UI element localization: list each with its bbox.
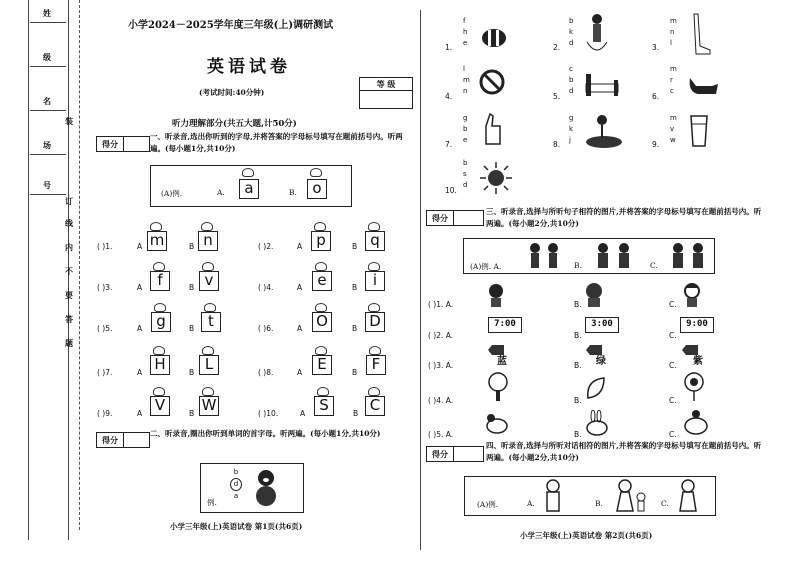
option-a-label: A bbox=[297, 368, 303, 377]
q4-example-c: C. bbox=[661, 499, 669, 508]
option-letter: e bbox=[463, 136, 468, 144]
flower-icon bbox=[682, 372, 706, 402]
fish-icon bbox=[478, 24, 510, 52]
letter-card: L bbox=[199, 355, 219, 375]
bear-icon bbox=[153, 262, 165, 271]
option-letter: r bbox=[670, 76, 673, 84]
letter-card: v bbox=[199, 271, 219, 291]
option-b-label: B. bbox=[574, 430, 582, 439]
letter-card: F bbox=[366, 355, 386, 375]
two-people-greeting-icon bbox=[668, 242, 708, 270]
q1-item-num[interactable]: ( )7. bbox=[97, 368, 113, 377]
option-c-label: C. bbox=[669, 430, 677, 439]
letter-card: m bbox=[147, 231, 167, 251]
boy-back-icon bbox=[584, 282, 604, 308]
glass-of-water-icon bbox=[688, 114, 710, 148]
option-b-label: B bbox=[189, 324, 195, 333]
letter-card: W bbox=[199, 396, 219, 416]
binding-char: 订 bbox=[65, 196, 73, 206]
q2-item-options bbox=[670, 16, 677, 49]
letter-card: V bbox=[150, 396, 170, 416]
option-b-label: B bbox=[189, 409, 195, 418]
q3-example-label: (A)例. A. bbox=[470, 262, 502, 271]
cat-icon bbox=[686, 72, 720, 100]
girl-jumping-rope-icon bbox=[584, 12, 610, 56]
binding-char: 不 bbox=[65, 266, 73, 276]
option-letter: v bbox=[670, 125, 675, 133]
q4-example-label: (A)例. bbox=[477, 500, 499, 509]
q2-item-options bbox=[463, 16, 467, 49]
mother-and-child-icon bbox=[613, 479, 649, 513]
q3-item-num[interactable]: ( )5. A. bbox=[428, 430, 454, 439]
option-b-label: B bbox=[352, 368, 358, 377]
option-letter: b bbox=[233, 468, 239, 476]
two-people-greeting-icon bbox=[526, 242, 562, 270]
q2-item-options bbox=[463, 64, 470, 97]
score-label: 得分 bbox=[97, 137, 124, 151]
option-b-label: B bbox=[353, 409, 359, 418]
option-letter: g bbox=[569, 114, 574, 122]
bear-icon bbox=[202, 262, 214, 271]
q1-item-num[interactable]: ( )8. bbox=[258, 368, 274, 377]
letter-card: S bbox=[314, 396, 334, 416]
option-a-label: A bbox=[137, 242, 143, 251]
option-b-label: B bbox=[352, 324, 358, 333]
option-a-label: A bbox=[300, 409, 306, 418]
option-letter: m bbox=[463, 76, 470, 84]
q2-item-options bbox=[463, 158, 467, 191]
listening-title: 听力理解部分(共五大题,计50分) bbox=[172, 119, 297, 129]
q1-example-box bbox=[150, 165, 352, 207]
bird-icon bbox=[682, 408, 710, 436]
option-letter: b bbox=[463, 125, 468, 133]
sidebar-label-class: 级 bbox=[43, 52, 51, 62]
bear-icon bbox=[368, 303, 380, 312]
time-note: (考试时间:40分钟) bbox=[199, 88, 265, 97]
option-b-label: B bbox=[352, 242, 358, 251]
q4-example-b: B. bbox=[595, 499, 603, 508]
bear-icon bbox=[310, 168, 322, 177]
score-label: 得分 bbox=[427, 211, 454, 225]
q1-item-num[interactable]: ( )2. bbox=[258, 242, 274, 251]
letter-card: C bbox=[365, 396, 385, 416]
q2-item-num[interactable]: 1. bbox=[445, 43, 453, 52]
q2-example-label: 例. bbox=[207, 498, 217, 507]
option-c-label: C. bbox=[669, 396, 677, 405]
option-a-label: A bbox=[137, 409, 143, 418]
bear-icon bbox=[315, 262, 327, 271]
option-b-label: B. bbox=[574, 331, 582, 340]
grade-box bbox=[359, 77, 413, 109]
option-letter-circled: d bbox=[230, 478, 242, 491]
q3-example-b: B. bbox=[574, 261, 582, 270]
option-letter: f bbox=[463, 17, 466, 25]
bear-icon bbox=[153, 387, 165, 396]
option-letter: h bbox=[463, 28, 468, 36]
q2-item-num[interactable]: 9. bbox=[652, 140, 660, 149]
option-c-label: C. bbox=[669, 300, 677, 309]
q3-item-num[interactable]: ( )3. A. bbox=[428, 361, 454, 370]
q3-instruction: 三、听录音,选择与所听句子相符的图片,并将答案的字母标号填写在题前括号内。听两遍。(每小题2分,共10分) bbox=[486, 207, 762, 228]
letter-card: E bbox=[312, 355, 332, 375]
option-a-label: A bbox=[297, 242, 303, 251]
q1-item-num[interactable]: ( )3. bbox=[97, 283, 113, 292]
binding-char: 题 bbox=[65, 338, 73, 348]
color-word: 蓝 bbox=[497, 356, 507, 367]
option-letter: m bbox=[670, 17, 677, 25]
option-letter: m bbox=[670, 114, 677, 122]
q2-item-options bbox=[569, 64, 573, 97]
score-box-q2[interactable] bbox=[96, 432, 150, 448]
option-b-label: B bbox=[189, 283, 195, 292]
q2-item-options bbox=[463, 113, 467, 146]
q1-example-b: B. bbox=[289, 188, 297, 197]
option-a-label: A bbox=[137, 368, 143, 377]
sidebar-label-number: 号 bbox=[43, 180, 51, 190]
sidebar-label-venue: 场 bbox=[43, 140, 51, 150]
q3-item-num[interactable]: ( )2. A. bbox=[428, 331, 454, 340]
binding-char: 答 bbox=[65, 314, 73, 324]
leaf-icon bbox=[584, 376, 608, 402]
clock-icon: 9:00 bbox=[680, 317, 714, 333]
option-letter: d bbox=[569, 87, 574, 95]
q2-item-num[interactable]: 2. bbox=[553, 43, 561, 52]
q2-item-num[interactable]: 7. bbox=[445, 140, 453, 149]
bear-icon bbox=[368, 387, 380, 396]
q3-example-c: C. bbox=[650, 261, 658, 270]
letter-card: n bbox=[198, 231, 218, 251]
option-c-label: C. bbox=[669, 331, 677, 340]
option-letter: a bbox=[233, 492, 239, 500]
option-a-label: A bbox=[137, 283, 143, 292]
option-b-label: B bbox=[352, 283, 358, 292]
letter-card: a bbox=[239, 179, 259, 199]
bear-icon bbox=[202, 346, 214, 355]
bear-icon bbox=[317, 387, 329, 396]
grade-box-label: 等 级 bbox=[360, 78, 412, 91]
letter-card: g bbox=[151, 312, 171, 332]
bear-icon bbox=[315, 346, 327, 355]
q2-instruction: 二、听录音,圈出你听到单词的首字母。听两遍。(每小题1分,共10分) bbox=[150, 429, 381, 438]
option-letter: w bbox=[670, 136, 676, 144]
exam-name: 小学2024－2025学年度三年级(上)调研测试 bbox=[128, 20, 334, 31]
q2-item-options bbox=[670, 64, 677, 97]
q2-item-options bbox=[569, 16, 573, 49]
option-letter: k bbox=[569, 28, 574, 36]
option-letter: l bbox=[463, 65, 465, 73]
q2-item-num[interactable]: 5. bbox=[553, 92, 561, 101]
letter-card: q bbox=[365, 231, 385, 251]
q1-item-num[interactable]: ( )4. bbox=[258, 283, 274, 292]
clock-icon: 7:00 bbox=[488, 317, 522, 333]
clock-icon: 3:00 bbox=[585, 317, 619, 333]
footer-page2: 小学三年级(上)英语试卷 第2页(共6页) bbox=[520, 531, 653, 540]
option-b-label: B. bbox=[574, 300, 582, 309]
bed-icon bbox=[584, 70, 620, 98]
option-letter: k bbox=[569, 125, 574, 133]
q1-item-num[interactable]: ( )9. bbox=[97, 409, 113, 418]
letter-card: O bbox=[312, 312, 332, 332]
bear-icon bbox=[204, 303, 216, 312]
letter-card: D bbox=[365, 312, 385, 332]
binding-char: 内 bbox=[65, 242, 73, 252]
q1-item-num[interactable]: ( )10. bbox=[258, 409, 279, 418]
letter-card: o bbox=[307, 179, 327, 199]
option-b-label: B bbox=[189, 368, 195, 377]
q1-instruction: 一、听录音,选出你听到的字母,并将答案的字母标号填写在题前括号内。听两遍。(每小题1分,共10分) bbox=[150, 132, 403, 153]
letter-card: i bbox=[365, 271, 385, 291]
score-box-q3[interactable] bbox=[426, 210, 484, 226]
bird-icon bbox=[484, 410, 510, 436]
q2-item-num[interactable]: 10. bbox=[445, 186, 457, 195]
grandmother-icon bbox=[677, 479, 699, 513]
q2-item-num[interactable]: 4. bbox=[445, 92, 453, 101]
option-b-label: B bbox=[189, 242, 195, 251]
letter-card: H bbox=[150, 355, 170, 375]
q3-item-num[interactable]: ( )1. A. bbox=[428, 300, 454, 309]
q2-example-letters bbox=[230, 467, 242, 502]
q2-item-num[interactable]: 3. bbox=[652, 43, 660, 52]
option-letter: s bbox=[463, 170, 467, 178]
no-sign-icon bbox=[478, 68, 506, 96]
q1-item-num[interactable]: ( )6. bbox=[258, 324, 274, 333]
q4-instruction: 四、听录音,选择与所听对话相符的图片,并将答案的字母标号填写在题前括号内。听两遍。(每小题2分,共10分) bbox=[486, 441, 762, 462]
option-letter: l bbox=[670, 39, 672, 47]
bear-icon bbox=[201, 222, 213, 231]
garden-icon bbox=[584, 110, 624, 150]
dog-icon bbox=[251, 468, 281, 508]
option-letter: c bbox=[670, 87, 674, 95]
option-a-label: A bbox=[297, 283, 303, 292]
q2-item-num[interactable]: 6. bbox=[652, 92, 660, 101]
score-box-q1[interactable] bbox=[96, 136, 150, 152]
letter-card: f bbox=[150, 271, 170, 291]
q3-example-box bbox=[463, 238, 715, 274]
option-letter: n bbox=[463, 87, 468, 95]
q1-item-num[interactable]: ( )1. bbox=[97, 242, 113, 251]
sidebar-label-name: 名 bbox=[43, 96, 51, 106]
option-b-label: B. bbox=[574, 361, 582, 370]
tree-icon bbox=[486, 372, 510, 402]
option-c-label: C. bbox=[669, 361, 677, 370]
footer-page1: 小学三年级(上)英语试卷 第1页(共6页) bbox=[170, 522, 303, 531]
option-letter: c bbox=[569, 65, 573, 73]
binding-char: 线 bbox=[65, 218, 73, 228]
option-letter: g bbox=[463, 114, 468, 122]
option-letter: j bbox=[569, 136, 571, 144]
q2-example-box bbox=[200, 463, 304, 513]
letter-card: e bbox=[312, 271, 332, 291]
q2-item-options bbox=[670, 113, 677, 146]
option-a-label: A bbox=[137, 324, 143, 333]
option-letter: m bbox=[670, 65, 677, 73]
leg-icon bbox=[688, 12, 714, 56]
score-label: 得分 bbox=[97, 433, 124, 447]
two-people-greeting-icon bbox=[592, 242, 636, 270]
letter-card: p bbox=[311, 231, 331, 251]
bear-icon bbox=[314, 222, 326, 231]
girl-face-icon bbox=[486, 282, 506, 308]
bear-icon bbox=[150, 222, 162, 231]
option-letter: e bbox=[463, 39, 468, 47]
q4-example-box bbox=[464, 476, 716, 516]
letter-card: t bbox=[201, 312, 221, 332]
grandfather-icon bbox=[543, 479, 563, 513]
q1-item-num[interactable]: ( )5. bbox=[97, 324, 113, 333]
option-letter: n bbox=[670, 28, 675, 36]
boy-face-icon bbox=[682, 282, 702, 308]
option-letter: d bbox=[569, 39, 574, 47]
score-box-q4[interactable] bbox=[426, 446, 484, 462]
sidebar-label-surname: 姓 bbox=[43, 8, 51, 18]
rabbit-icon bbox=[584, 410, 610, 436]
bear-icon bbox=[368, 262, 380, 271]
option-letter: b bbox=[569, 76, 574, 84]
bear-icon bbox=[154, 303, 166, 312]
option-letter: b bbox=[463, 159, 468, 167]
q4-example-a: A. bbox=[527, 499, 535, 508]
color-word: 绿 bbox=[596, 356, 606, 367]
binding-char: 装 bbox=[65, 116, 73, 126]
option-letter: d bbox=[463, 181, 468, 189]
option-b-label: B. bbox=[574, 396, 582, 405]
option-a-label: A bbox=[297, 324, 303, 333]
q1-example-a: A. bbox=[217, 188, 225, 197]
q3-item-num[interactable]: ( )4. A. bbox=[428, 396, 454, 405]
q2-item-num[interactable]: 8. bbox=[553, 140, 561, 149]
color-word: 紫 bbox=[693, 356, 703, 367]
score-label: 得分 bbox=[427, 447, 454, 461]
q1-example-label: (A)例. bbox=[161, 189, 183, 198]
bear-icon bbox=[153, 346, 165, 355]
binding-char: 要 bbox=[65, 290, 73, 300]
sun-icon bbox=[478, 160, 514, 196]
bear-icon bbox=[368, 222, 380, 231]
q2-item-options bbox=[569, 113, 573, 146]
thumbs-up-icon bbox=[478, 112, 504, 148]
bear-icon bbox=[242, 168, 254, 177]
option-letter: b bbox=[569, 17, 574, 25]
bear-icon bbox=[202, 387, 214, 396]
bear-icon bbox=[369, 346, 381, 355]
bear-icon bbox=[315, 303, 327, 312]
subject-title: 英语试卷 bbox=[207, 57, 291, 77]
